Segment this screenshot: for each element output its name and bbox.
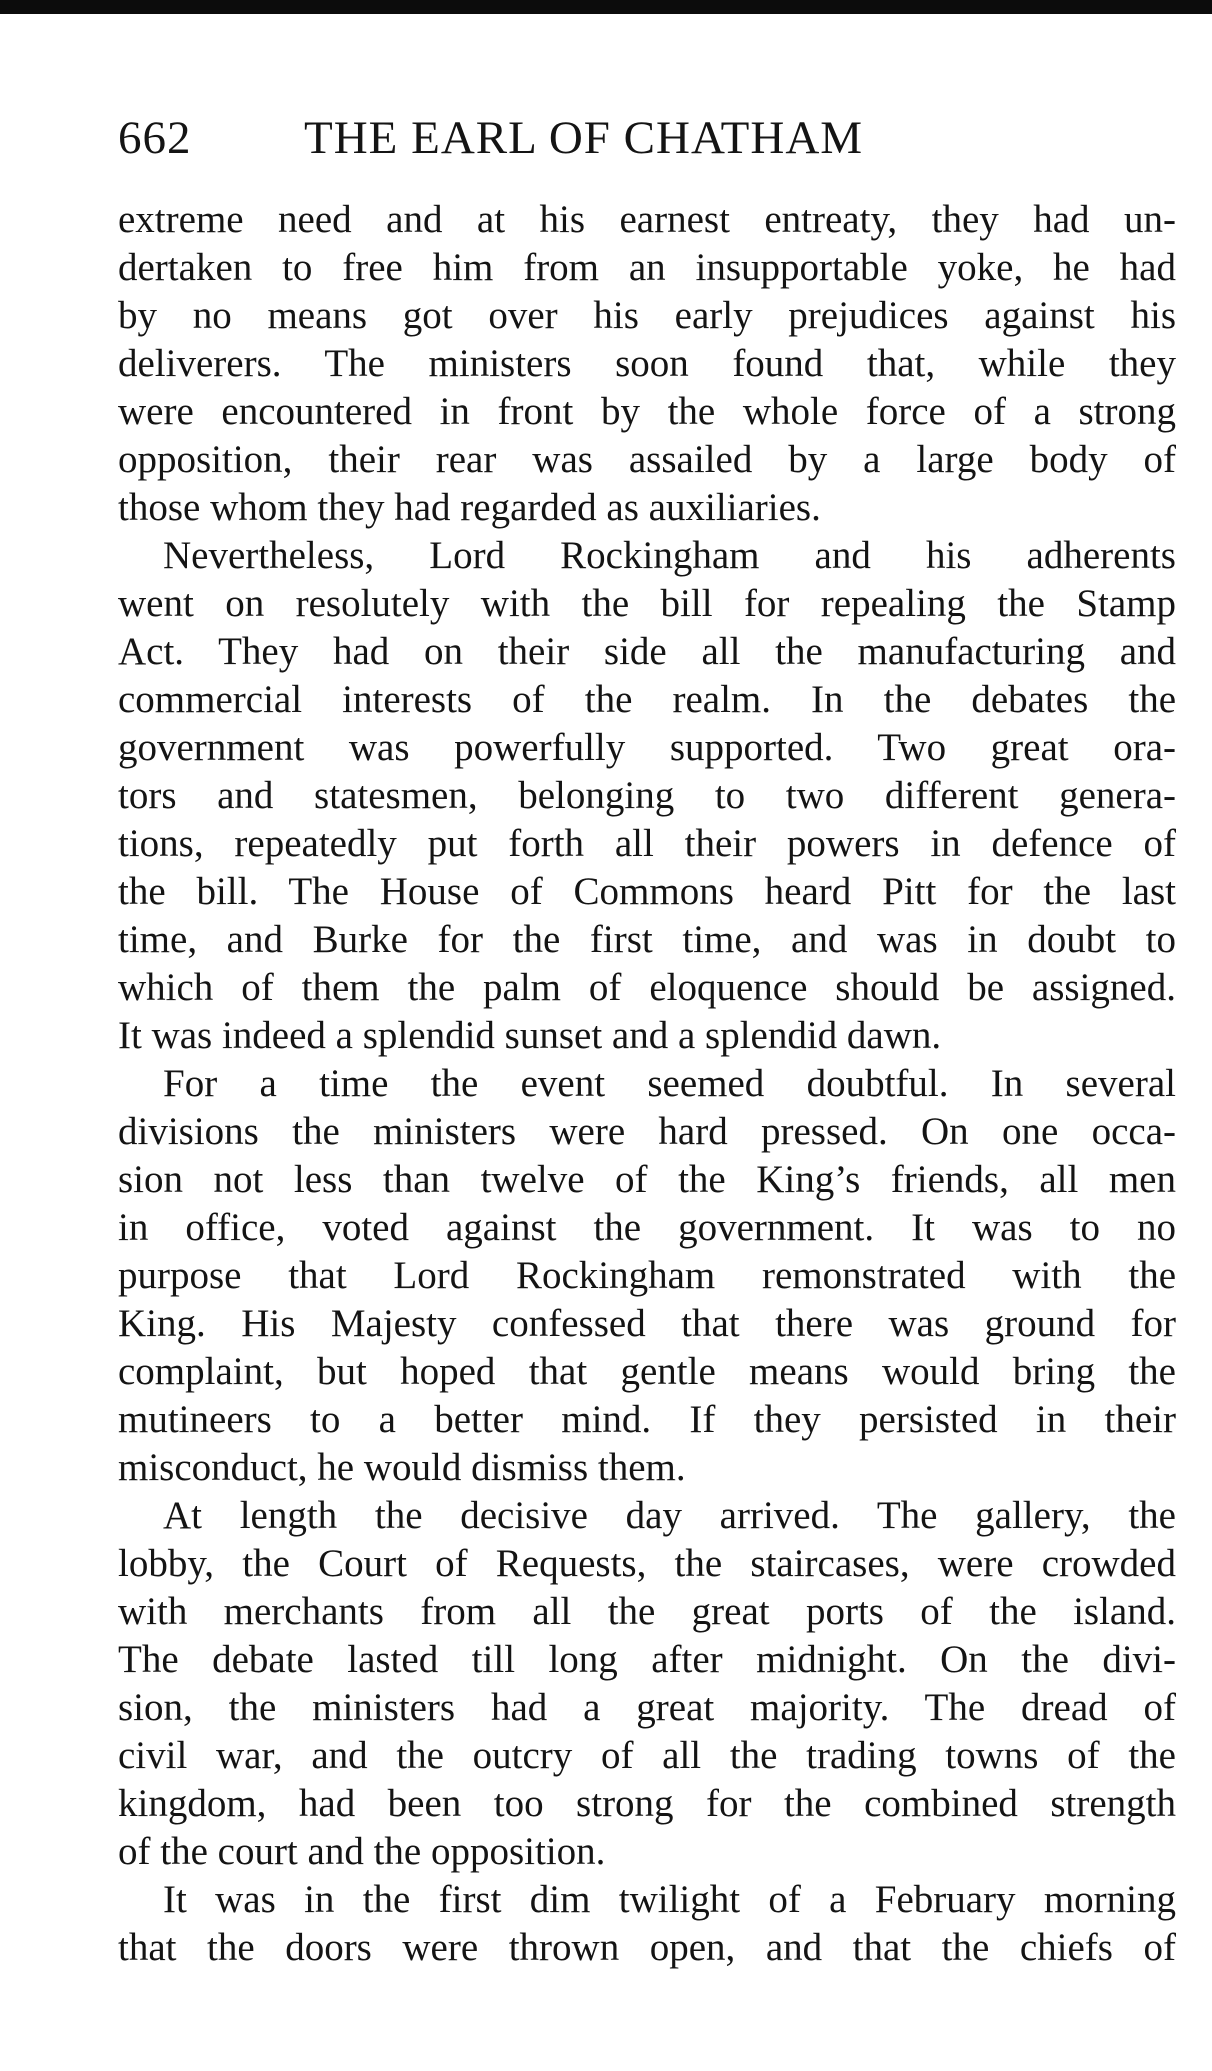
text-line: It was indeed a splendid sunset and a splendid dawn. xyxy=(118,1014,942,1057)
page-header xyxy=(118,108,998,168)
text-line: sion not less than twelve of the King’s friends, all men xyxy=(118,1158,1176,1201)
text-line: mutineers to a better mind. If they persisted in their xyxy=(118,1398,1176,1441)
text-line: deliverers. The ministers soon found that, while they xyxy=(118,342,1176,385)
text-line: The debate lasted till long after midnight. On the divi- xyxy=(118,1638,1176,1681)
top-edge-rule xyxy=(0,0,1212,14)
text-line: At length the decisive day arrived. The gallery, the xyxy=(163,1494,1176,1537)
text-line: lobby, the Court of Requests, the staircases, were crowded xyxy=(118,1542,1176,1585)
page-number: 662 xyxy=(118,112,192,164)
text-line: in office, voted against the government. It was to no xyxy=(118,1206,1176,1249)
text-line: divisions the ministers were hard pressed. On one occa- xyxy=(118,1110,1176,1153)
text-line: time, and Burke for the first time, and was in doubt to xyxy=(118,918,1176,961)
text-line: tors and statesmen, belonging to two different genera- xyxy=(118,774,1176,817)
text-line: Act. They had on their side all the manufacturing and xyxy=(118,630,1176,673)
running-title: THE EARL OF CHATHAM xyxy=(304,112,864,164)
text-line: government was powerfully supported. Two great ora- xyxy=(118,726,1176,769)
text-line: opposition, their rear was assailed by a large body of xyxy=(118,438,1176,481)
text-line: those whom they had regarded as auxiliaries. xyxy=(118,486,821,529)
text-line: dertaken to free him from an insupportable yoke, he had xyxy=(118,246,1176,289)
text-line: extreme need and at his earnest entreaty, they had un- xyxy=(118,198,1176,241)
text-line: complaint, but hoped that gentle means would bring the xyxy=(118,1350,1176,1393)
text-line: that the doors were thrown open, and that the chiefs of xyxy=(118,1926,1176,1969)
text-line: which of them the palm of eloquence should be assigned. xyxy=(118,966,1176,1009)
text-line: commercial interests of the realm. In the debates the xyxy=(118,678,1176,721)
text-line: went on resolutely with the bill for repealing the Stamp xyxy=(118,582,1176,625)
text-line: kingdom, had been too strong for the combined strength xyxy=(118,1782,1176,1825)
text-line: sion, the ministers had a great majority. The dread of xyxy=(118,1686,1176,1729)
text-line: were encountered in front by the whole force of a strong xyxy=(118,390,1176,433)
text-line: misconduct, he would dismiss them. xyxy=(118,1446,686,1489)
text-line: purpose that Lord Rockingham remonstrated with the xyxy=(118,1254,1176,1297)
text-line: the bill. The House of Commons heard Pitt for the last xyxy=(118,870,1176,913)
text-line: For a time the event seemed doubtful. In several xyxy=(163,1062,1176,1105)
text-line: with merchants from all the great ports of the island. xyxy=(118,1590,1176,1633)
text-line: by no means got over his early prejudices against his xyxy=(118,294,1176,337)
text-line: Nevertheless, Lord Rockingham and his adherents xyxy=(163,534,1176,577)
text-line: King. His Majesty confessed that there was ground for xyxy=(118,1302,1176,1345)
text-line: civil war, and the outcry of all the trading towns of the xyxy=(118,1734,1176,1777)
text-line: It was in the first dim twilight of a February morning xyxy=(163,1878,1176,1921)
text-line: tions, repeatedly put forth all their powers in defence of xyxy=(118,822,1176,865)
text-line: of the court and the opposition. xyxy=(118,1830,606,1873)
